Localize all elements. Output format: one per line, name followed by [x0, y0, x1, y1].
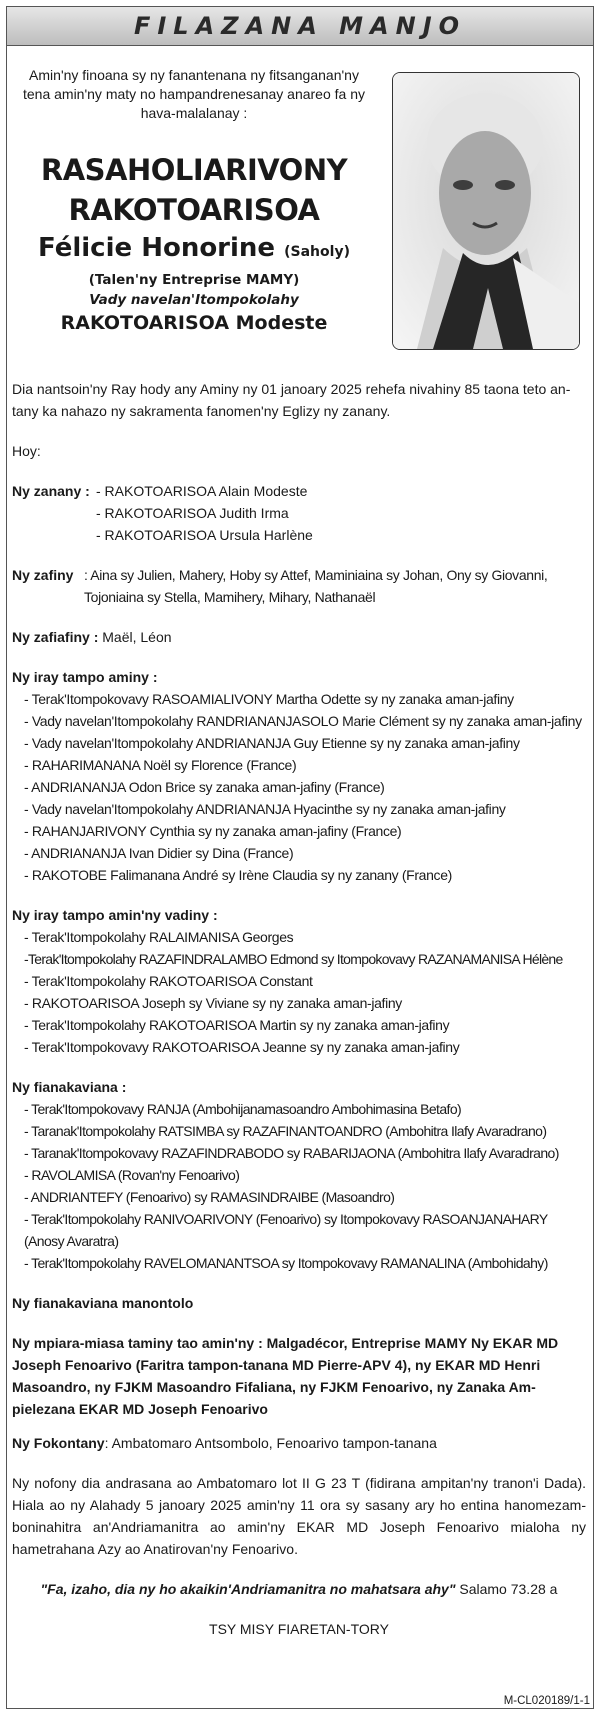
zafiafiny-label: Ny zafiafiny : [12, 629, 99, 645]
portrait-photo [392, 72, 580, 350]
list-item: -Terak'Itompokolahy RAZAFINDRALAMBO Edmond sy Itompokovavy RAZANAMANISA Hélène [24, 951, 563, 967]
list-item: - Terak'Itompokolahy RAKOTOARISOA Constant [24, 973, 313, 989]
intro-text: Amin'ny finoana sy ny fanantenana ny fitsanganan'ny tena amin'ny maty no hampandrenesanay anareo fa ny hava-malalanay : [22, 67, 365, 121]
quote-ref: Salamo 73.28 a [459, 1581, 558, 1597]
zanany-list [96, 480, 313, 546]
list-item: - RAVOLAMISA (Rovan'ny Fenoarivo) [24, 1167, 240, 1183]
list-item: - RAKOTOARISOA Joseph sy Viviane sy ny zanaka aman-jafiny [24, 995, 402, 1011]
list-item: - Vady navelan'Itompokolahy ANDRIANANJA Guy Etienne sy ny zanaka aman-jafiny [24, 735, 520, 751]
fianakaviana-list [12, 1098, 586, 1274]
list-item: - Terak'Itompokolahy RAKOTOARISOA Martin sy ny zanaka aman-jafiny [24, 1017, 450, 1033]
zanany-label: Ny zanany : [12, 483, 90, 499]
list-item: - Terak'Itompokovavy RANJA (Ambohijanamasoandro Ambohimasina Betafo) [24, 1101, 462, 1117]
quote [12, 1578, 586, 1600]
zafiny-section [12, 564, 586, 608]
fokontany-label: Ny Fokontany [12, 1435, 105, 1451]
list-item: - Taranak'Itompokolahy RATSIMBA sy RAZAFINANTOANDRO (Ambohitra Ilafy Avaradrano) [24, 1123, 547, 1139]
list-item: - ANDRIANANJA Odon Brice sy zanaka aman-jafiny (France) [24, 779, 385, 795]
iray-tampo-vady-list [12, 926, 586, 1058]
zafiny-text: : Aina sy Julien, Mahery, Hoby sy Attef, Maminiaina sy Johan, Ony sy Giovanni, Tojoniaina sy Stella, Mamihery, Mihary, Nathanaël [84, 567, 548, 605]
fianakaviana-manontolo: Ny fianakaviana manontolo [12, 1295, 194, 1311]
deceased-block [14, 150, 374, 336]
list-item: - Terak'Itompokovavy RASOAMIALIVONY Martha Odette sy ny zanaka aman-jafiny [24, 691, 514, 707]
zafiafiny-text: Maël, Léon [102, 629, 172, 645]
list-item: - Terak'Itompokolahy RALAIMANISA Georges [24, 929, 294, 945]
fokontany-section [12, 1432, 586, 1454]
list-item: - RAHARIMANANA Noël sy Florence (France) [24, 757, 297, 773]
list-item: - RAKOTOARISOA Ursula Harlène [96, 527, 313, 543]
banner-title: FILAZANA MANJO [133, 12, 467, 40]
deceased-first-names [14, 230, 374, 270]
closing-line: TSY MISY FIARETAN-TORY [209, 1621, 389, 1637]
banner [7, 7, 593, 46]
list-item: - RAKOTOBE Falimanana André sy Irène Claudia sy ny zanany (France) [24, 867, 452, 883]
spouse-label: Vady navelan'Itompokolahy [89, 292, 299, 308]
deceased-name2: RAKOTOARISOA [68, 193, 320, 227]
list-item: - Taranak'Itompokovavy RAZAFINDRABODO sy RABARIJAONA (Ambohitra Ilafy Avaradrano) [24, 1145, 559, 1161]
list-item: - Vady navelan'Itompokolahy RANDRIANANJASOLO Marie Clément sy ny zanaka aman-jafiny [24, 713, 582, 729]
fianakaviana-label: Ny fianakaviana : [12, 1079, 127, 1095]
iray-tampo-list [12, 688, 586, 886]
nickname: (Saholy) [284, 244, 350, 260]
list-item: - RAKOTOARISOA Judith Irma [96, 505, 289, 521]
zanany-section [12, 480, 586, 546]
mpiara-miasa: Ny mpiara-miasa taminy tao amin'ny : Malgadécor, Entreprise MAMY Ny EKAR MD Joseph Fenoarivo (Faritra tampon-tanana MD Pierre-APV 4), ny EKAR MD Henri Masoandro, ny FJKM Masoandro Fifaliana, ny FJKM Fenoarivo, ny Zanaka Am-pielezana EKAR MD Joseph Fenoarivo [12, 1335, 559, 1417]
list-item: - ANDRIANANJA Ivan Didier sy Dina (France) [24, 845, 294, 861]
iray-tampo-label: Ny iray tampo aminy : [12, 669, 158, 685]
list-item: - ANDRIANTEFY (Fenoarivo) sy RAMASINDRAIBE (Masoandro) [24, 1189, 395, 1205]
funeral-details: Ny nofony dia andrasana ao Ambatomaro lot II G 23 T (fidirana ampitan'ny tranon'i Dada). Hiala ao ny Alahady 5 janoary 2025 amin'ny 11 ora sy sasany ary ho entina hanomezam-boninahitra an'Andriamanitra ao amin'ny EKAR MD Joseph Fenoarivo mialoha ny hametrahana Azy ao Anatirovan'ny Fenoarivo. [12, 1475, 586, 1557]
list-item: - RAKOTOARISOA Alain Modeste [96, 483, 308, 499]
deceased-title: (Talen'ny Entreprise MAMY) [88, 272, 300, 288]
list-item: - Terak'Itompokolahy RAVELOMANANTSOA sy Itompokovavy RAMANALINA (Ambohidahy) [24, 1255, 548, 1271]
spouse-name: RAKOTOARISOA Modeste [60, 312, 328, 334]
list-item: - Terak'Itompokolahy RANIVOARIVONY (Fenoarivo) sy Itompokovavy RASOANJANAHARY (Anosy Avaratra) [24, 1211, 548, 1249]
zafiafiny-section [12, 626, 586, 648]
deceased-name1: RASAHOLIARIVONY [40, 153, 348, 187]
reference-code: M-CL020189/1-1 [503, 1695, 590, 1707]
list-item: - Terak'Itompokovavy RAKOTOARISOA Jeanne sy ny zanaka aman-jafiny [24, 1039, 460, 1055]
zafiny-label: Ny zafiny [12, 567, 74, 583]
hoy-label: Hoy: [12, 443, 41, 459]
notice-body [12, 378, 586, 1640]
list-item: - Vady navelan'Itompokolahy ANDRIANANJA Hyacinthe sy ny zanaka aman-jafiny [24, 801, 506, 817]
quote-text: "Fa, izaho, dia ny ho akaikin'Andriamanitra no mahatsara ahy" [40, 1581, 456, 1597]
fokontany-text: : Ambatomaro Antsombolo, Fenoarivo tampon-tanana [104, 1435, 437, 1451]
list-item: - RAHANJARIVONY Cynthia sy ny zanaka aman-jafiny (France) [24, 823, 402, 839]
first-names: Félicie Honorine [38, 233, 276, 263]
iray-tampo-vady-label: Ny iray tampo amin'ny vadiny : [12, 907, 218, 923]
portrait-image [393, 73, 579, 349]
announcement: Dia nantsoin'ny Ray hody any Aminy ny 01 janoary 2025 rehefa nivahiny 85 taona teto an-tany ka nahazo ny sakramenta fanomen'ny Eglizy ny zanany. [12, 381, 571, 419]
